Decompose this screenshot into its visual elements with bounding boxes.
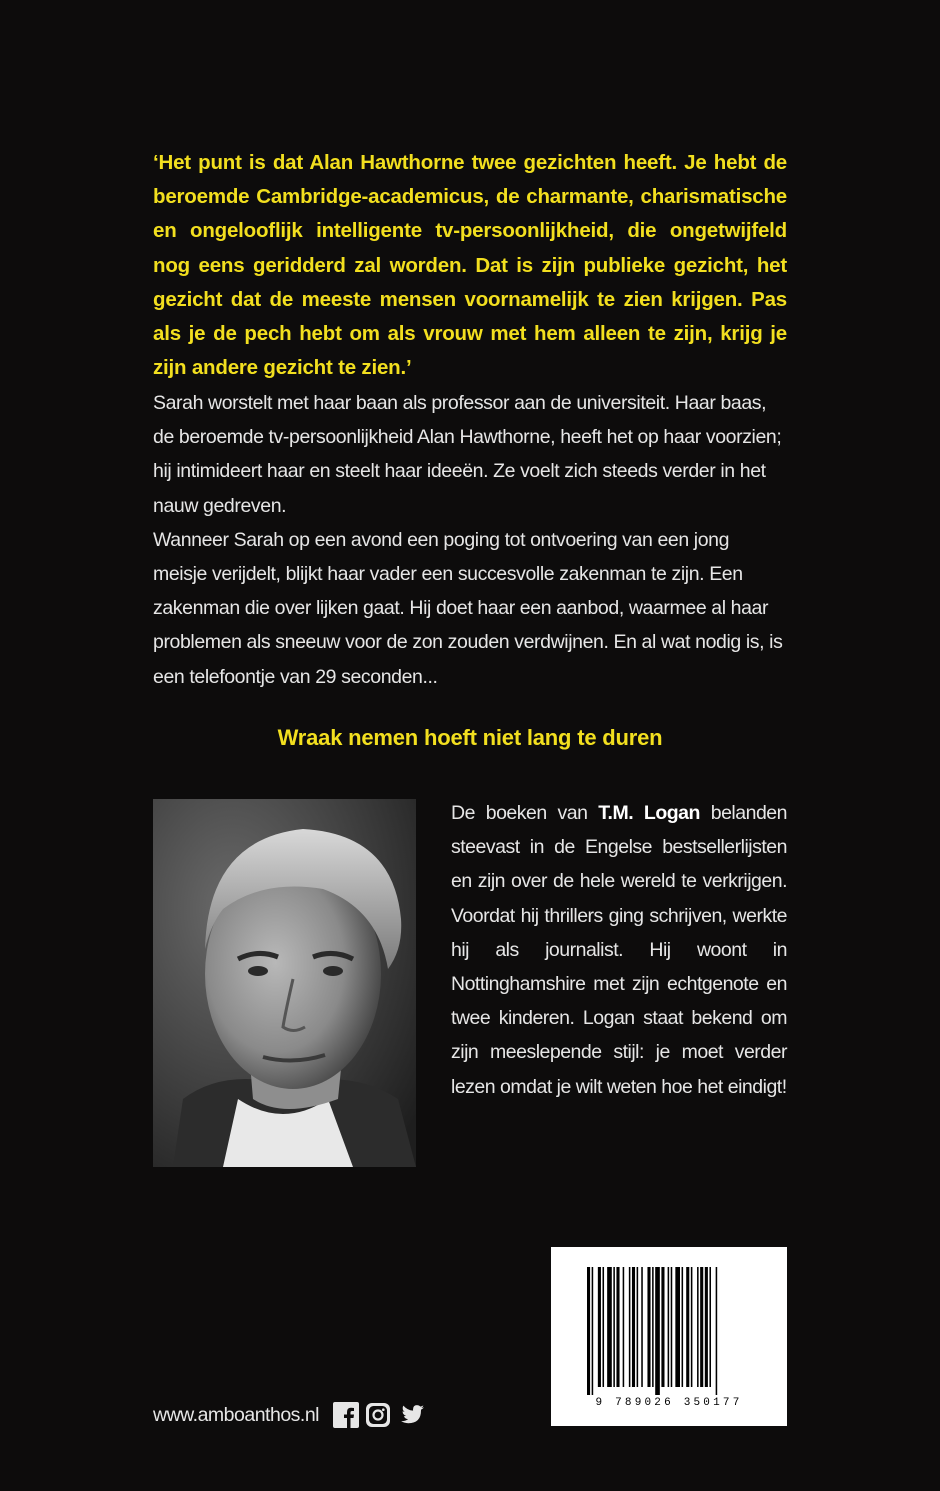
facebook-icon[interactable] (333, 1402, 359, 1428)
twitter-icon[interactable] (397, 1402, 427, 1428)
synopsis (153, 386, 787, 694)
bio-intro: De boeken van (451, 802, 599, 824)
barcode-number: 9 789026 350177 (595, 1397, 743, 1409)
synopsis-paragraph-2: Wanneer Sarah op een avond een poging tot ontvoering van een jong meisje verijdelt, blijkt haar vader een succesvolle zakenman te zijn. Een zakenman die over lijken gaat. Hij doet haar een aanbod, waarmee al haar problemen als sneeuw voor de zon zouden verdwijnen. En al wat nodig is, is een telefoontje van 29 seconden... (153, 528, 783, 688)
pull-quote: ‘Het punt is dat Alan Hawthorne twee gezichten heeft. Je hebt de beroemde Cambridge-academicus, de charmante, charismatische en ongelooflijk intelligente tv-persoonlijkheid, die ongetwijfeld nog eens geridderd zal worden. Dat is zijn publieke gezicht, het gezicht dat de meeste mensen voornamelijk te zien krijgen. Pas als je de pech hebt om als vrouw met hem alleen te zijn, krijg je zijn andere gezicht te zien.’ (153, 151, 787, 380)
author-photo (153, 799, 416, 1167)
author-name: T.M. Logan (598, 802, 700, 824)
bio-text: belanden steevast in de Engelse bestsellerlijsten en zijn over de hele wereld te verkrijgen. Voordat hij thrillers ging schrijven, werkte hij als journalist. Hij woont in Nottinghamshire met zijn echtgenote en twee kinderen. Logan staat bekend om zijn meeslepende stijl: je moet verder lezen omdat je wilt weten hoe het eindigt! (451, 802, 787, 1098)
website-link[interactable]: www.amboanthos.nl (153, 1403, 320, 1426)
footer (153, 1400, 427, 1430)
tagline: Wraak nemen hoeft niet lang te duren (277, 725, 663, 750)
isbn-barcode (551, 1247, 787, 1426)
author-bio (451, 796, 787, 1104)
instagram-icon[interactable] (365, 1402, 391, 1428)
synopsis-paragraph-1: Sarah worstelt met haar baan als professor aan de universiteit. Haar baas, de beroemde tv-persoonlijkheid Alan Hawthorne, heeft het op haar voorzien; hij intimideert haar en steelt haar ideeën. Ze voelt zich steeds verder in het nauw gedreven. (153, 392, 782, 517)
barcode-bars (587, 1267, 717, 1395)
